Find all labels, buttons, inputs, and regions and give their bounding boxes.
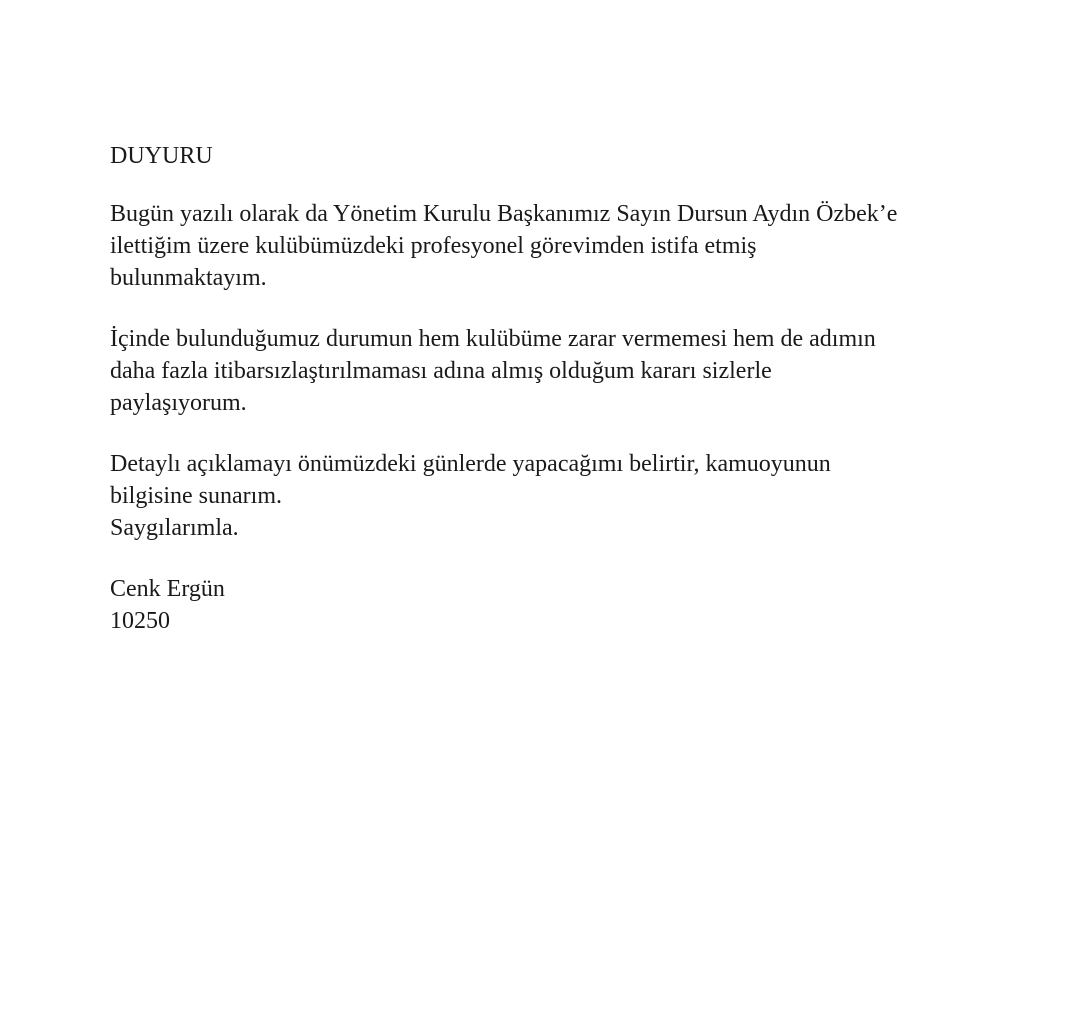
paragraph-line: ilettiğim üzere kulübümüzdeki profesyonel görevimden istifa etmiş <box>110 233 757 259</box>
paragraph-line: daha fazla itibarsızlaştırılmaması adına almış olduğum kararı sizlerle <box>110 358 772 384</box>
paragraph-line: bilgisine sunarım. <box>110 483 282 509</box>
paragraph-reason <box>110 323 1040 419</box>
signature-name: Cenk Ergün <box>110 576 225 602</box>
paragraph-closing <box>110 448 1040 544</box>
paragraph-line: bulunmaktayım. <box>110 265 267 291</box>
document-heading: DUYURU <box>110 143 213 169</box>
paragraph-line: paylaşıyorum. <box>110 390 247 416</box>
paragraph-line: İçinde bulunduğumuz durumun hem kulübüme zarar vermemesi hem de adımın <box>110 326 876 352</box>
paragraph-line: Bugün yazılı olarak da Yönetim Kurulu Başkanımız Sayın Dursun Aydın Özbek’e <box>110 201 898 227</box>
signature-block <box>110 573 1040 637</box>
announcement-document <box>110 140 1040 637</box>
signature-number: 10250 <box>110 608 170 634</box>
paragraph-line: Saygılarımla. <box>110 515 239 541</box>
paragraph-resignation <box>110 198 1040 294</box>
paragraph-line: Detaylı açıklamayı önümüzdeki günlerde yapacağımı belirtir, kamuoyunun <box>110 451 831 477</box>
